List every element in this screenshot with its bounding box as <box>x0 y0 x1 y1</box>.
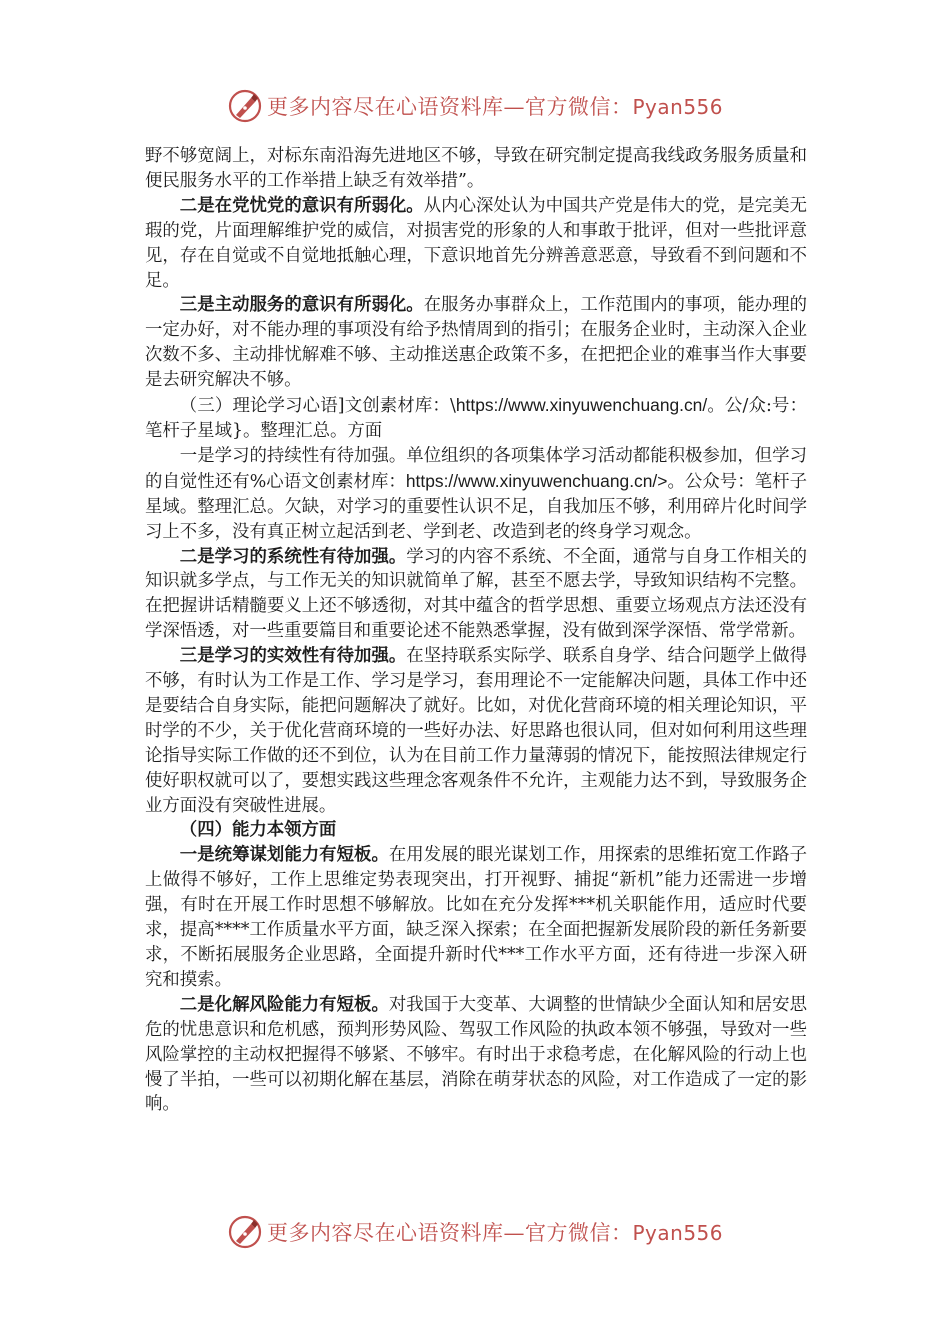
footer-banner <box>0 1212 950 1252</box>
header-banner <box>0 86 950 126</box>
source-url-2: https://www.xinyuwenchuang.cn/> <box>405 470 668 491</box>
paragraph-5-body: 学习的内容不系统、不全面，通常与自身工作相关的知识就多学点，与工作无关的知识就简单了解，甚至不愿去学，导致知识结构不完整。在把握讲话精髓要义上还不够透彻，对其中蕴含的哲学思想、重要立场观点方法还没有学深悟透，对一些重要篇目和重要论述不能熟悉掌握，没有做到深学深悟、常学常新。 <box>145 546 807 642</box>
paragraph-6-body: 在坚持联系实际学、联系自身学、结合问题学上做得不够，有时认为工作是工作、学习是学习，套用理论不一定能解决问题，具体工作中还是要结合自身实际，能把问题解决了就好。比如，对优化营商环境的相关理论知识，平时学的不少，关于优化营商环境的一些好办法、好思路也很认同，但对如何利用这些理论指导实际工作做的还不到位，认为在目前工作力量薄弱的情况下，能按照法律规定行使好职权就可以了，要想实践这些理念客观条件不允许，主观能力达不到，导致服务企业方面没有突破性进展。 <box>145 646 807 816</box>
paragraph-6 <box>145 644 807 818</box>
source-url: https://www.xinyuwenchuang.cn/ <box>455 395 708 416</box>
fountain-pen-logo-icon <box>227 1214 263 1250</box>
paragraph-5-heading: 二是学习的系统性有待加强。 <box>179 546 407 567</box>
paragraph-6-heading: 三是学习的实效性有待加强。 <box>179 646 407 667</box>
banner-text: 更多内容尽在心语资料库—官方微信：Pyan556 <box>266 95 723 119</box>
wechat-id: Pyan556 <box>632 1221 723 1245</box>
paragraph-0: 野不够宽阔上，对标东南沿海先进地区不够，导致在研究制定提高我线政务服务质量和便民服务水平的工作举措上缺乏有效举措”。 <box>145 146 807 191</box>
document-body <box>145 144 807 1117</box>
paragraph-1-body: 从内心深处认为中国共产党是伟大的党，是完美无瑕的党，片面理解维护党的威信，对损害党的形象的人和事敢于批评，但对一些批评意见，存在自觉或不自觉地抵触心理，下意识地首先分辨善意恶意，导致看不到问题和不足。 <box>145 195 807 291</box>
paragraph-2 <box>145 293 807 393</box>
paragraph-8-body: 对我国于大变革、大调整的世情缺少全面认知和居安思危的忧患意识和危机感，预判形势风险、驾驭工作风险的执政本领不够强，导致对一些风险掌控的主动权把握得不够紧、不够牢。有时出于求稳考虑，在化解风险的行动上也慢了半拍，一些可以初期化解在基层，消除在萌芽状态的风险，对工作造成了一定的影响。 <box>145 994 807 1115</box>
paragraph-2-body: 在服务办事群众上，工作范围内的事项，能办理的一定办好，对不能办理的事项没有给予热情周到的指引；在服务企业时，主动深入企业次数不多、主动排忧解难不够、主动推送惠企政策不多，在把把企业的难事当作大事要是去研究解决不够。 <box>145 295 807 391</box>
paragraph-1 <box>145 194 807 294</box>
paragraph-7 <box>145 843 807 992</box>
paragraph-8-heading: 二是化解风险能力有短板。 <box>179 994 389 1015</box>
fountain-pen-logo-icon <box>227 88 263 124</box>
section-4-heading: （四）能力本领方面 <box>179 820 337 841</box>
paragraph-2-heading: 三是主动服务的意识有所弱化。 <box>179 295 424 316</box>
banner-text: 更多内容尽在心语资料库—官方微信：Pyan556 <box>266 1221 723 1245</box>
paragraph-7-body: 在用发展的眼光谋划工作，用探索的思维拓宽工作路子上做得不够好，工作上思维定势表现突出，打开视野、捕捉“新机”能力还需进一步增强，有时在开展工作时思想不够解放。比如在充分发挥***机关职能作用，适应时代要求，提高****工作质量水平方面，缺乏深入探索；在全面把握新发展阶段的新任务新要求，不断拓展服务企业思路，全面提升新时代***工作水平方面，还有待进一步深入研究和摸索。 <box>145 845 807 990</box>
paragraph-1-heading: 二是在党忧党的意识有所弱化。 <box>179 195 424 216</box>
wechat-id: Pyan556 <box>632 95 723 119</box>
paragraph-4: 一是学习的持续性有待加强。单位组织的各项集体学习活动都能积极参加，但学习的自觉性还有%心语文创素材库：https://www.xinyuwenchuang.cn/>。公众号：笔杆子星域。整理汇总。欠缺，对学习的重要性认识不足，自我加压不够，利用碎片化时间学习上不多，没有真正树立起活到老、学到老、改造到老的终身学习观念。 <box>145 445 807 542</box>
paragraph-7-heading: 一是统筹谋划能力有短板。 <box>179 845 389 866</box>
paragraph-5 <box>145 545 807 645</box>
paragraph-8 <box>145 993 807 1118</box>
section-3-heading: （三）理论学习心语]文创素材库：\https://www.xinyuwenchuang.cn/。公/众:号：笔杆子星域}。整理汇总。方面 <box>145 395 807 441</box>
